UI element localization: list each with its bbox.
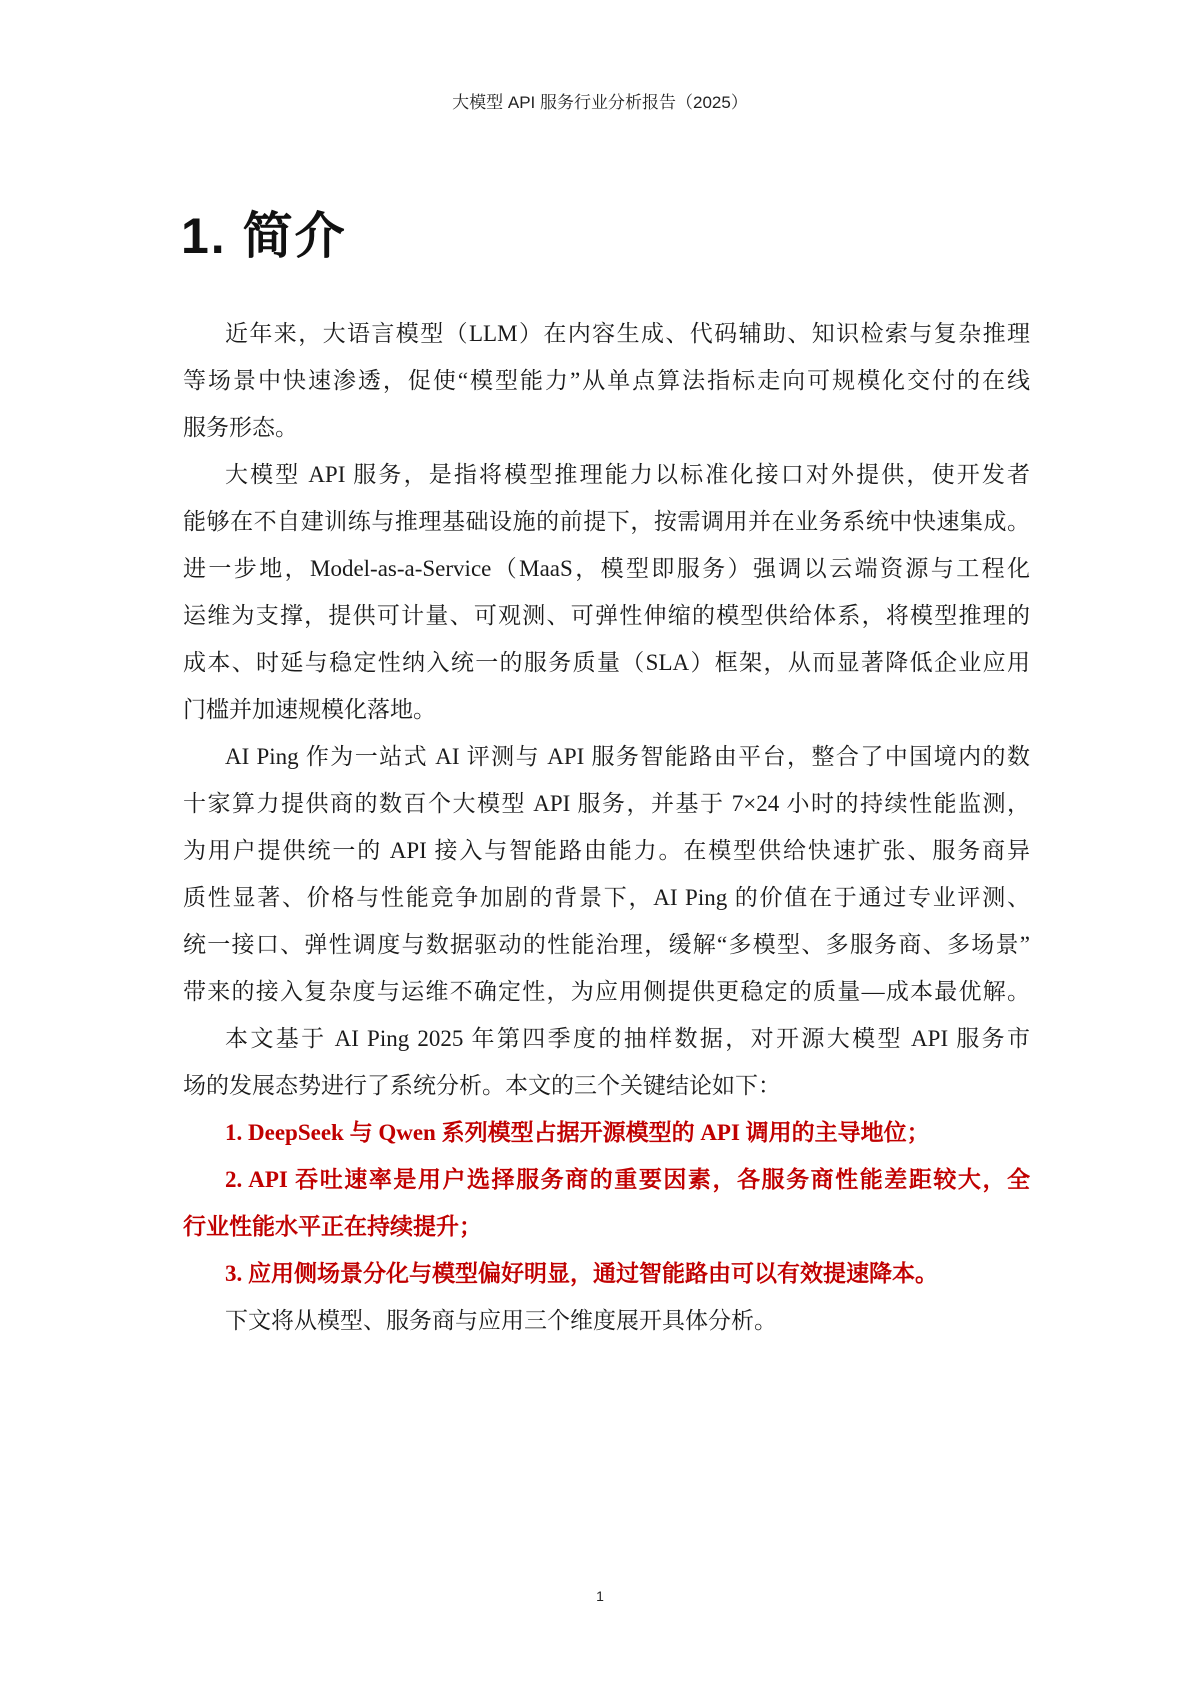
- text-line: 成本、时延与稳定性纳入统一的服务质量（SLA）框架，从而显著降低企业应用: [183, 650, 1030, 675]
- key-conclusions: [183, 1109, 1030, 1297]
- text-line: 大模型 API 服务，是指将模型推理能力以标准化接口对外提供，使开发者: [225, 462, 1030, 487]
- text-line: 服务形态。: [183, 415, 298, 440]
- text-line: 为用户提供统一的 API 接入与智能路由能力。在模型供给快速扩张、服务商异: [183, 838, 1030, 863]
- text-line: 场的发展态势进行了系统分析。本文的三个关键结论如下：: [183, 1073, 781, 1098]
- text-line: AI Ping 作为一站式 AI 评测与 API 服务智能路由平台，整合了中国境内的数: [225, 744, 1030, 769]
- conclusion-3: 3. 应用侧场景分化与模型偏好明显，通过智能路由可以有效提速降本。: [225, 1261, 938, 1286]
- paragraph-api-service: [183, 451, 1030, 733]
- text-line: 能够在不自建训练与推理基础设施的前提下，按需调用并在业务系统中快速集成。: [183, 509, 1030, 534]
- paragraph-ai-ping: [183, 733, 1030, 1015]
- text-line: 本文基于 AI Ping 2025 年第四季度的抽样数据，对开源大模型 API 服务市: [225, 1026, 1030, 1051]
- conclusion-2: 2. API 吞吐速率是用户选择服务商的重要因素，各服务商性能差距较大，全: [225, 1167, 1030, 1192]
- conclusion-2-cont: 行业性能水平正在持续提升；: [183, 1214, 482, 1239]
- text-line: 门槛并加速规模化落地。: [183, 697, 436, 722]
- section-body: [183, 310, 1030, 1344]
- text-line: 等场景中快速渗透，促使“模型能力”从单点算法指标走向可规模化交付的在线: [183, 368, 1030, 393]
- text-line: 十家算力提供商的数百个大模型 API 服务，并基于 7×24 小时的持续性能监测，: [183, 791, 1030, 816]
- text-line: 带来的接入复杂度与运维不确定性，为应用侧提供更稳定的质量—成本最优解。: [183, 979, 1030, 1004]
- text-line: 质性显著、价格与性能竞争加剧的背景下，AI Ping 的价值在于通过专业评测、: [183, 885, 1030, 910]
- text-line: 进一步地，Model-as-a-Service（MaaS，模型即服务）强调以云端资源与工程化: [183, 556, 1030, 581]
- paragraph-intro: [183, 310, 1030, 451]
- conclusion-1: 1. DeepSeek 与 Qwen 系列模型占据开源模型的 API 调用的主导地位；: [225, 1120, 930, 1145]
- section-title: 1. 简介: [181, 208, 347, 264]
- paragraph-scope: [183, 1015, 1030, 1109]
- text-line: 运维为支撑，提供可计量、可观测、可弹性伸缩的模型供给体系，将模型推理的: [183, 603, 1030, 628]
- closing-line: 下文将从模型、服务商与应用三个维度展开具体分析。: [225, 1308, 777, 1333]
- page-number: 1: [596, 1588, 604, 1604]
- text-line: 近年来，大语言模型（LLM）在内容生成、代码辅助、知识检索与复杂推理: [225, 321, 1030, 346]
- running-header: 大模型 API 服务行业分析报告（2025）: [452, 93, 748, 112]
- text-line: 统一接口、弹性调度与数据驱动的性能治理，缓解“多模型、多服务商、多场景”: [183, 932, 1030, 957]
